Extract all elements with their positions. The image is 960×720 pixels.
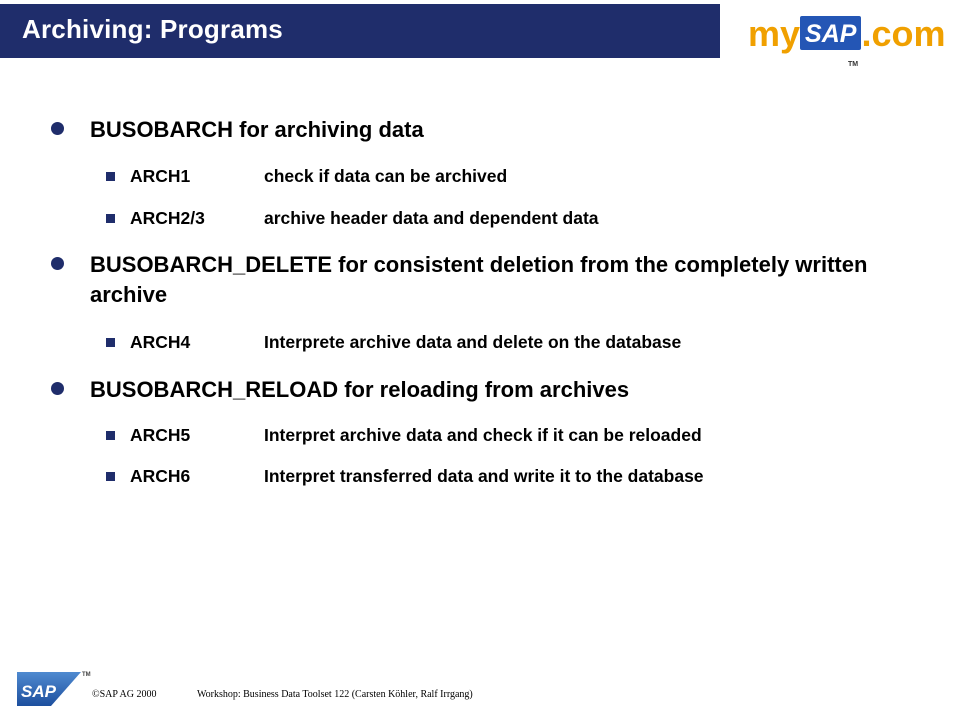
mysap-logo: [748, 13, 946, 68]
footer-tm: TM: [82, 672, 91, 678]
sub-bullet: [130, 331, 890, 353]
logo-dotcom: .com: [861, 13, 946, 54]
copyright-text: SAP AG 2000: [99, 689, 157, 700]
program-desc: check if data can be archived: [264, 166, 508, 186]
logo-my: my: [748, 13, 801, 54]
program-desc: Interpret archive data and check if it can be reloaded: [264, 425, 702, 445]
bullet-dot: [51, 257, 64, 270]
sub-bullet-square: [106, 472, 115, 481]
bullet-dot: [51, 122, 64, 135]
program-desc: archive header data and dependent data: [264, 208, 599, 228]
sub-bullet: [130, 465, 890, 487]
program-code: ARCH1: [130, 166, 191, 186]
program-desc: Interprete archive data and delete on the database: [264, 332, 682, 352]
program-code: ARCH6: [130, 466, 191, 486]
logo-tm: TM: [848, 61, 859, 68]
sub-bullet: [130, 424, 890, 446]
program-code: ARCH2/3: [130, 208, 205, 228]
sub-bullet-square: [106, 338, 115, 347]
slide-title: Archiving: Programs: [22, 14, 283, 44]
sub-bullet-square: [106, 214, 115, 223]
bullet-dot: [51, 382, 64, 395]
logo-sap: SAP: [800, 16, 861, 50]
footer-logo-text: SAP: [21, 682, 56, 701]
sub-bullet-square: [106, 172, 115, 181]
program-code: ARCH4: [130, 332, 191, 352]
program-desc: Interpret transferred data and write it to the database: [264, 466, 704, 486]
title-bar: [0, 0, 960, 68]
footer-copyright: ©SAP AG 2000: [92, 689, 157, 700]
sub-bullet: [130, 165, 890, 187]
bullet-text: BUSOBARCH_DELETE for consistent deletion from the completely written archive: [90, 252, 868, 307]
footer-workshop: Workshop: Business Data Toolset 122 (Carsten Köhler, Ralf Irrgang): [197, 689, 473, 700]
sub-bullet-square: [106, 431, 115, 440]
sub-bullet: [130, 207, 890, 229]
bullet-text: BUSOBARCH_RELOAD for reloading from archives: [90, 377, 630, 402]
sap-logo-icon: [17, 672, 81, 706]
bullet-text: BUSOBARCH for archiving data: [90, 117, 424, 142]
program-code: ARCH5: [130, 425, 191, 445]
